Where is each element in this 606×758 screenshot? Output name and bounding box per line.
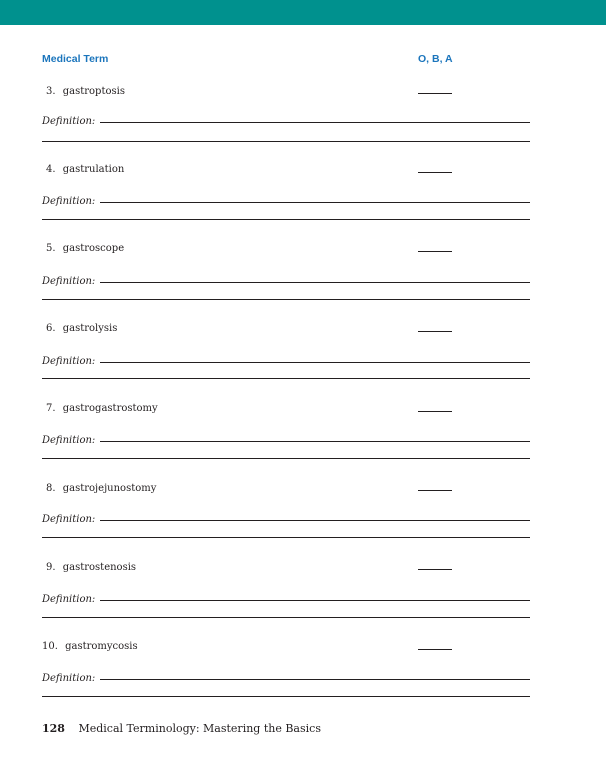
term-item [42,641,138,652]
definition-label: Definition: [42,276,96,287]
column-header-oba: O, B, A [418,53,453,65]
term-number: 10. [42,641,58,652]
term-text: gastrogastrostomy [62,403,158,414]
term-number: 6. [46,323,56,334]
definition-line[interactable] [100,441,530,442]
definition-line-continued[interactable] [42,537,530,538]
definition-line-continued[interactable] [42,378,530,379]
term-number: 7. [46,403,56,414]
oba-answer-blank[interactable] [418,331,452,332]
oba-answer-blank[interactable] [418,172,452,173]
definition-line-continued[interactable] [42,458,530,459]
term-text: gastrojejunostomy [62,483,157,494]
term-item [46,403,158,414]
definition-label: Definition: [42,356,96,367]
term-item [46,164,124,175]
definition-line[interactable] [100,122,530,123]
page-footer [42,722,321,735]
definition-line[interactable] [100,679,530,680]
term-text: gastroptosis [62,86,125,97]
definition-line-continued[interactable] [42,696,530,697]
oba-answer-blank[interactable] [418,411,452,412]
definition-label: Definition: [42,514,96,525]
term-item [46,243,124,254]
term-text: gastroscope [62,243,125,254]
term-item [46,562,136,573]
oba-answer-blank[interactable] [418,569,452,570]
term-number: 3. [46,86,56,97]
definition-line[interactable] [100,520,530,521]
page-number: 128 [42,722,65,735]
definition-label: Definition: [42,435,96,446]
term-item [46,86,125,97]
term-item [46,323,117,334]
definition-line[interactable] [100,362,530,363]
term-text: gastrolysis [62,323,118,334]
oba-answer-blank[interactable] [418,649,452,650]
term-text: gastromycosis [65,641,138,652]
term-number: 4. [46,164,56,175]
oba-answer-blank[interactable] [418,490,452,491]
definition-label: Definition: [42,673,96,684]
definition-label: Definition: [42,116,96,127]
definition-line-continued[interactable] [42,617,530,618]
definition-line[interactable] [100,600,530,601]
definition-line-continued[interactable] [42,219,530,220]
term-number: 8. [46,483,56,494]
term-number: 9. [46,562,56,573]
term-item [46,483,156,494]
oba-answer-blank[interactable] [418,93,452,94]
column-header-medical-term: Medical Term [42,53,109,65]
definition-line-continued[interactable] [42,141,530,142]
definition-line[interactable] [100,282,530,283]
term-text: gastrostenosis [62,562,137,573]
term-number: 5. [46,243,56,254]
definition-line-continued[interactable] [42,299,530,300]
term-text: gastrulation [62,164,125,175]
definition-label: Definition: [42,594,96,605]
definition-line[interactable] [100,202,530,203]
book-title: Medical Terminology: Mastering the Basics [78,722,321,735]
definition-label: Definition: [42,196,96,207]
top-color-bar [0,0,606,25]
oba-answer-blank[interactable] [418,251,452,252]
